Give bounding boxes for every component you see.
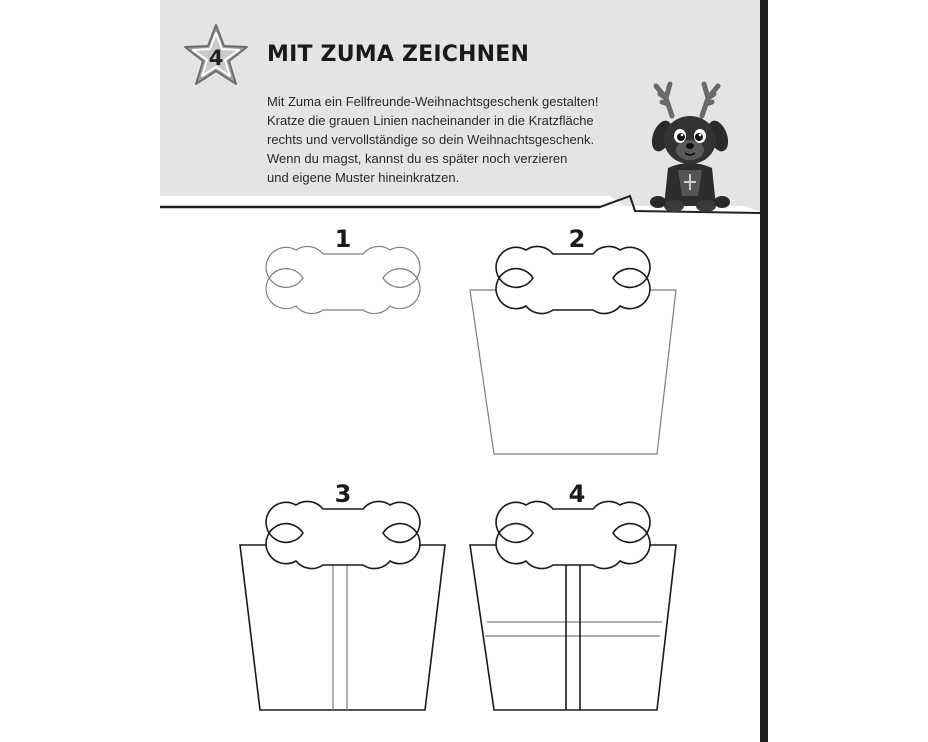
drawing-steps — [160, 0, 760, 742]
step-number: 3 — [334, 480, 352, 508]
intro-line: rechts und vervollständige so dein Weihnachtsgeschenk. — [267, 132, 595, 147]
step-2-drawing — [470, 246, 676, 454]
intro-line: Kratze die grauen Linien nacheinander in die Kratzfläche — [267, 113, 594, 128]
step-number: 2 — [568, 225, 586, 253]
step-number: 1 — [334, 225, 352, 253]
step-3-drawing — [240, 501, 445, 710]
page-spine — [760, 0, 768, 742]
intro-line: und eigene Muster hineinkratzen. — [267, 170, 460, 185]
page-title: MIT ZUMA ZEICHNEN — [267, 42, 530, 67]
intro-line: Mit Zuma ein Fellfreunde-Weihnachtsgeschenk gestalten! — [267, 94, 599, 109]
step-4-drawing — [470, 501, 676, 710]
activity-page — [160, 0, 760, 742]
step-number: 4 — [568, 480, 586, 508]
step-1-bone — [266, 246, 420, 313]
activity-number: 4 — [208, 46, 224, 70]
intro-line: Wenn du magst, kannst du es später noch verzieren — [267, 151, 568, 166]
